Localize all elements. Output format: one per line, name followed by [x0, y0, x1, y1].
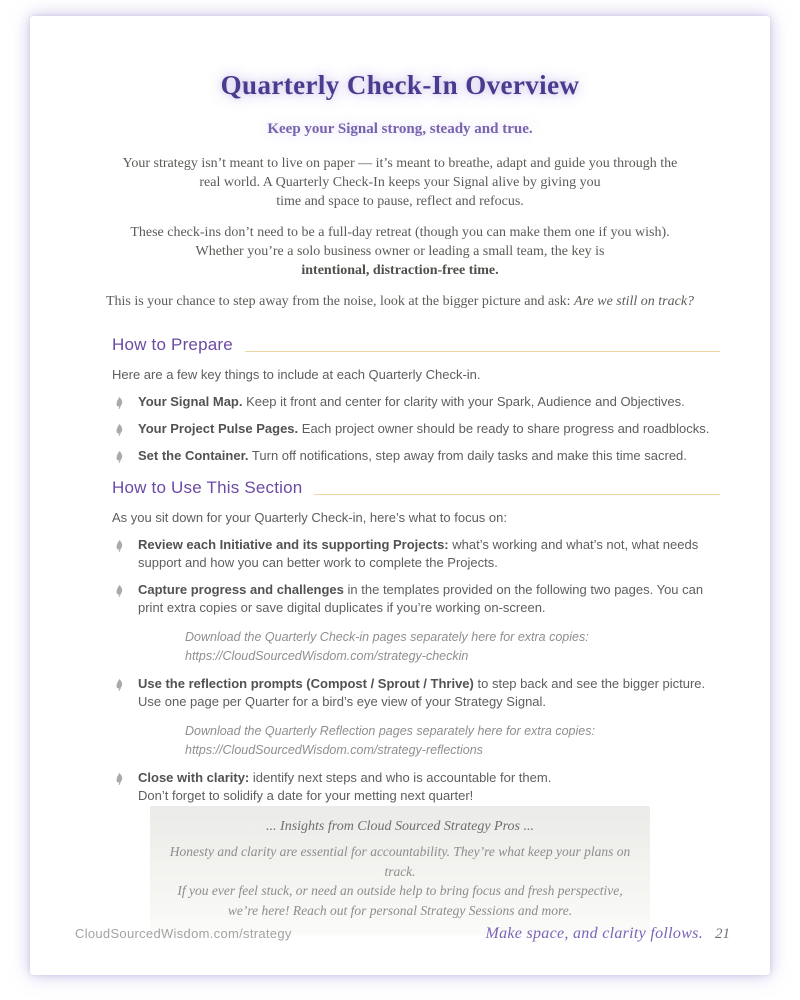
list-item: [112, 675, 720, 711]
footer-right-group: [485, 925, 730, 943]
leaf-icon: [112, 447, 138, 464]
intro-paragraph-2-bold: intentional, distraction-free time.: [301, 263, 499, 278]
list-item: [112, 536, 720, 572]
bullet-lead: Your Project Pulse Pages.: [138, 421, 299, 436]
download-note-reflection: [185, 722, 720, 760]
bullet-lead: Close with clarity:: [138, 770, 250, 785]
intro-paragraph-3-question: Are we still on track?: [574, 294, 695, 309]
bullet-lead: Your Signal Map.: [138, 394, 243, 409]
note-text: Download the Quarterly Reflection pages separately here for extra copies:: [185, 724, 595, 738]
leaf-icon: [112, 536, 138, 553]
intro-paragraph-2: [90, 223, 710, 280]
download-note-checkin: [185, 628, 720, 666]
leaf-icon: [112, 420, 138, 437]
insights-title: ... Insights from Cloud Sourced Strategy Pros ...: [266, 819, 534, 834]
section-how-to-use: [112, 478, 720, 805]
section-how-to-prepare: [112, 335, 720, 465]
leaf-icon: [112, 393, 138, 410]
note-text: Download the Quarterly Check-in pages separately here for extra copies:: [185, 630, 589, 644]
intro-paragraph-1: Your strategy isn’t meant to live on paper — it’s meant to breathe, adapt and guide you through the real world. A Quarterly Check-In keeps your Signal alive by giving you time and space to pause, reflect and refocus.: [122, 156, 678, 209]
footer-tagline: Make space, and clarity follows.: [485, 925, 703, 942]
bullet-line2: Don’t forget to solidify a date for your metting next quarter!: [138, 788, 474, 803]
list-item: [112, 420, 720, 438]
bullet-text: [138, 393, 720, 411]
bullet-lead: Set the Container.: [138, 448, 249, 463]
section-intro-use: As you sit down for your Quarterly Check-in, here’s what to focus on:: [112, 510, 507, 525]
section-heading-prepare: How to Prepare: [112, 335, 233, 354]
section-heading-use: How to Use This Section: [112, 478, 303, 497]
bullet-text: [138, 581, 720, 617]
note-url-link[interactable]: https://CloudSourcedWisdom.com/strategy-reflections: [185, 743, 483, 757]
insights-body: Honesty and clarity are essential for accountability. They’re what keep your plans on track. If you ever feel stuck, or need an outside help to bring focus and fresh perspective, we’re here! Reach out for personal Strategy Sessions and more.: [169, 844, 631, 918]
intro-paragraph-2-lines: These check-ins don’t need to be a full-day retreat (though you can make them one if you wish). Whether you’re a solo business owner or leading a small team, the key is: [130, 225, 670, 259]
list-item: [112, 447, 720, 465]
heading-rule: [314, 494, 720, 495]
bullet-text: [138, 536, 720, 572]
page-title: Quarterly Check-In Overview: [220, 70, 580, 100]
bullet-text: [138, 675, 720, 711]
intro-paragraph-3: [90, 292, 710, 311]
document-page: [30, 16, 770, 975]
note-url-link[interactable]: https://CloudSourcedWisdom.com/strategy-checkin: [185, 649, 469, 663]
bullet-rest: Keep it front and center for clarity with your Spark, Audience and Objectives.: [246, 394, 685, 409]
bullet-rest: what’s working and what’s not, what needs support and how you can better work to complete the Projects.: [138, 537, 699, 570]
section-intro-prepare: Here are a few key things to include at each Quarterly Check-in.: [112, 367, 481, 382]
intro-paragraph-3-text: This is your chance to step away from the noise, look at the bigger picture and ask:: [105, 294, 571, 309]
bullet-line2: Use one page per Quarter for a bird’s eye view of your Strategy Signal.: [138, 694, 547, 709]
bullet-lead: Review each Initiative and its supporting Projects:: [138, 537, 449, 552]
leaf-icon: [112, 675, 138, 692]
bullet-rest: to step back and see the bigger picture.: [477, 676, 706, 691]
bullet-rest: Each project owner should be ready to share progress and roadblocks.: [301, 421, 710, 436]
bullet-lead: Use the reflection prompts (Compost / Sprout / Thrive): [138, 676, 474, 691]
footer-website: CloudSourcedWisdom.com/strategy: [75, 926, 292, 941]
leaf-icon: [112, 581, 138, 598]
insights-box: [150, 806, 650, 935]
page-footer: [75, 925, 730, 943]
heading-rule: [245, 351, 720, 352]
list-item: [112, 769, 720, 805]
bullet-rest: in the templates provided on the following two pages. You can print extra copies or save digital duplicates if you’re working on-screen.: [138, 582, 704, 615]
list-item: [112, 393, 720, 411]
bullet-text: [138, 447, 720, 465]
bullet-lead: Capture progress and challenges: [138, 582, 344, 597]
bullet-rest: identify next steps and who is accountable for them.: [252, 770, 552, 785]
leaf-icon: [112, 769, 138, 786]
section-heading-row: [112, 335, 720, 355]
bullet-text: [138, 769, 720, 805]
bullet-text: [138, 420, 720, 438]
page-number: 21: [715, 926, 730, 942]
page-subtitle: Keep your Signal strong, steady and true.: [267, 121, 533, 137]
section-heading-row: [112, 478, 720, 498]
bullet-rest: Turn off notifications, step away from daily tasks and make this time sacred.: [251, 448, 687, 463]
list-item: [112, 581, 720, 617]
